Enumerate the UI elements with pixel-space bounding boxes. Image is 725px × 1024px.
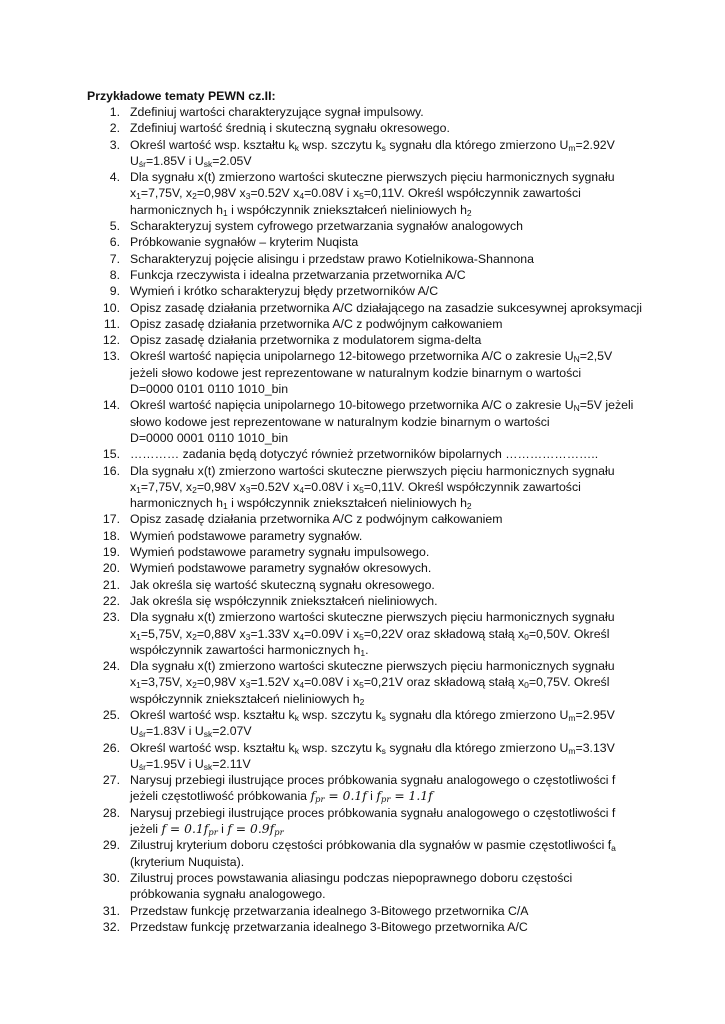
list-item (87, 104, 647, 120)
list-item (87, 300, 647, 316)
item-number: 2. (109, 121, 120, 136)
item-text-line: $U_{śr}=1.95V$ i $U_{sk}=2.11V$ (130, 756, 251, 772)
item-number: 7. (109, 251, 120, 266)
item-number: 24. (102, 659, 120, 674)
item-text-line: Wymień podstawowe parametry sygnału impulsowego. (130, 545, 430, 560)
item-number: 25. (102, 707, 120, 722)
item-number: 20. (102, 561, 120, 576)
item-text-line: $x_1=3,75V$, $x_2=0,98V$ $x_3=1.52V$ $x_4=0.08V$ i $x_5=0,21V$ oraz składową stałą $x_0=0,75V$. Określ (130, 675, 610, 691)
item-text-line: Wymień i krótko scharakteryzuj błędy przetworników A/C (130, 284, 439, 299)
item-text-line: jeżeli częstotliwość próbkowania $f_{pr} = 0.1f$ i $f_{pr} = 1.1f$ (130, 789, 433, 806)
document-title: Przykładowe tematy PEWN cz.II: (87, 89, 276, 103)
item-text-line: Jak określa się wartość skuteczną sygnału okresowego. (130, 577, 435, 592)
item-text (130, 120, 647, 136)
list-item (87, 348, 647, 397)
item-number: 1. (109, 105, 120, 119)
item-text-line: jeżeli $f = 0.1f_{pr}$ i $f = 0.9f_{pr}$ (130, 822, 284, 839)
item-text-line: próbkowania sygnału analogowego. (130, 887, 326, 902)
item-text-line: Jak określa się współczynnik zniekształceń nieliniowych. (130, 593, 438, 608)
item-number: 15. (102, 447, 120, 462)
item-text-line: Zdefiniuj wartość średnią i skuteczną sygnału okresowego. (130, 121, 450, 136)
item-text-line: $x_1=7,75V$, $x_2=0,98V$ $x_3=0.52V$ $x_4=0.08V$ i $x_5=0,11V$. Określ współczynnik zawartości (130, 186, 581, 202)
item-text (130, 137, 647, 170)
item-text-line: $x_1=7,75V$, $x_2=0,98V$ $x_3=0.52V$ $x_4=0.08V$ i $x_5=0,11V$. Określ współczynnik zawartości (130, 479, 581, 495)
item-text (130, 397, 647, 446)
item-number: 14. (102, 398, 120, 413)
list-item (87, 511, 647, 527)
item-text-line: Dla sygnału x(t) zmierzono wartości skuteczne pierwszych pięciu harmonicznych sygnału (130, 610, 615, 625)
item-text-line: Opisz zasadę działania przetwornika A/C działającego na zasadzie sukcesywnej aproksymacji (130, 300, 642, 315)
item-text-line: Narysuj przebiegi ilustrujące proces próbkowania sygnału analogowego o częstotliwości f (130, 773, 616, 788)
list-item (87, 837, 647, 870)
list-item (87, 560, 647, 576)
item-text-line: Zdefiniuj wartości charakteryzujące sygnał impulsowy. (130, 105, 424, 119)
item-text (130, 658, 647, 707)
item-number: 21. (102, 577, 120, 592)
list-item (87, 218, 647, 234)
list-item (87, 528, 647, 544)
item-number: 10. (102, 300, 120, 315)
item-text-line: Przedstaw funkcję przetwarzania idealnego 3-Bitowego przetwornika C/A (130, 903, 529, 918)
list-item (87, 283, 647, 299)
item-number: 5. (109, 219, 120, 234)
item-text (130, 593, 647, 609)
item-text (130, 267, 647, 283)
item-text-line: D=0000 0001 0110 1010_bin (130, 430, 289, 445)
item-text-line: Zilustruj proces powstawania aliasingu podczas niepoprawnego doboru częstości (130, 870, 573, 885)
item-text-line: harmonicznych $h_1$ i współczynnik zniekształceń nieliniowych $h_2$ (130, 202, 472, 218)
topic-list (87, 104, 647, 935)
item-number: 13. (102, 349, 120, 364)
item-text-line: Określ wartość napięcia unipolarnego 12-bitowego przetwornika A/C o zakresie $U_N=2,5V$ (130, 349, 613, 365)
item-text-line: współczynnik zniekształceń nieliniowych $h_2$ (130, 691, 365, 707)
item-text (130, 251, 647, 267)
list-item (87, 870, 647, 903)
item-text-line: Narysuj przebiegi ilustrujące proces próbkowania sygnału analogowego o częstotliwości f (130, 805, 616, 820)
item-text (130, 577, 647, 593)
item-number: 26. (102, 740, 120, 755)
item-text (130, 919, 647, 935)
item-number: 30. (102, 870, 120, 885)
item-text (130, 463, 647, 512)
list-item (87, 593, 647, 609)
item-text (130, 300, 647, 316)
item-text-line: Określ wartość wsp. kształtu $k_k$ wsp. szczytu $k_s$ sygnału dla którego zmierzono $U_m=2.95V$ (130, 707, 615, 723)
item-text (130, 903, 647, 919)
item-number: 29. (102, 838, 120, 853)
item-text-line: współczynnik zawartości harmonicznych $h_1$. (130, 642, 369, 658)
list-item (87, 316, 647, 332)
item-number: 32. (102, 919, 120, 934)
list-item (87, 658, 647, 707)
item-text-line: Dla sygnału x(t) zmierzono wartości skuteczne pierwszych pięciu harmonicznych sygnału (130, 170, 615, 185)
item-text-line: Określ wartość wsp. kształtu $k_k$ wsp. szczytu $k_s$ sygnału dla którego zmierzono $U_m=3.13V$ (130, 740, 615, 756)
list-item (87, 903, 647, 919)
list-item (87, 919, 647, 935)
item-text-line: Przedstaw funkcję przetwarzania idealnego 3-Bitowego przetwornika A/C (130, 919, 528, 934)
list-item (87, 332, 647, 348)
item-text-line: $U_{śr}=1.85V$ i $U_{sk}=2.05V$ (130, 153, 252, 169)
item-text (130, 348, 647, 397)
item-number: 8. (109, 267, 120, 282)
item-text-line: Wymień podstawowe parametry sygnałów okresowych. (130, 561, 432, 576)
list-item (87, 463, 647, 512)
list-item (87, 446, 647, 462)
item-text (130, 772, 647, 805)
item-text-line: Funkcja rzeczywista i idealna przetwarzania przetwornika A/C (130, 267, 466, 282)
list-item (87, 251, 647, 267)
item-number: 22. (102, 593, 120, 608)
item-text-line: ………… zadania będą dotyczyć również przetworników bipolarnych ………………….. (130, 447, 599, 462)
item-text (130, 234, 647, 250)
item-number: 3. (109, 137, 120, 152)
item-text-line: Scharakteryzuj pojęcie alisingu i przedstaw prawo Kotielnikowa-Shannona (130, 251, 534, 266)
item-number: 19. (102, 545, 120, 560)
item-text (130, 837, 647, 870)
list-item (87, 267, 647, 283)
item-text-line: Zilustruj kryterium doboru częstości próbkowania dla sygnałów w pasmie częstotliwości $f_a$ (130, 838, 616, 854)
item-text-line: harmonicznych $h_1$ i współczynnik zniekształceń nieliniowych $h_2$ (130, 496, 472, 512)
item-number: 27. (102, 773, 120, 788)
item-number: 28. (102, 805, 120, 820)
item-text (130, 218, 647, 234)
item-number: 12. (102, 333, 120, 348)
item-number: 6. (109, 235, 120, 250)
item-text (130, 283, 647, 299)
item-number: 9. (109, 284, 120, 299)
item-text (130, 511, 647, 527)
item-text (130, 560, 647, 576)
item-text (130, 446, 647, 462)
item-text-line: Wymień podstawowe parametry sygnałów. (130, 528, 363, 543)
item-text-line: Opisz zasadę działania przetwornika A/C z podwójnym całkowaniem (130, 512, 503, 527)
list-item (87, 805, 647, 838)
list-item (87, 544, 647, 560)
item-text (130, 316, 647, 332)
item-number: 18. (102, 528, 120, 543)
item-text-line: Opisz zasadę działania przetwornika A/C z podwójnym całkowaniem (130, 316, 503, 331)
list-item (87, 772, 647, 805)
item-text (130, 707, 647, 740)
item-number: 4. (109, 170, 120, 185)
list-item (87, 740, 647, 773)
item-text (130, 805, 647, 838)
item-text-line: Określ wartość wsp. kształtu $k_k$ wsp. szczytu $k_s$ sygnału dla którego zmierzono $U_m=2.92V$ (130, 137, 615, 153)
list-item (87, 169, 647, 218)
item-text-line: Opisz zasadę działania przetwornika z modulatorem sigma-delta (130, 333, 482, 348)
item-text-line: jeżeli słowo kodowe jest reprezentowane w naturalnym kodzie binarnym o wartości (130, 365, 582, 380)
item-text-line: $U_{śr}=1.83V$ i $U_{sk}=2.07V$ (130, 724, 252, 740)
item-text (130, 528, 647, 544)
item-number: 17. (102, 512, 120, 527)
list-item (87, 397, 647, 446)
item-text-line: Scharakteryzuj system cyfrowego przetwarzania sygnałów analogowych (130, 219, 523, 234)
item-text (130, 332, 647, 348)
item-text-line: słowo kodowe jest reprezentowane w naturalnym kodzie binarnym o wartości (130, 414, 550, 429)
item-text (130, 609, 647, 658)
list-item (87, 577, 647, 593)
item-text-line: D=0000 0101 0110 1010_bin (130, 382, 289, 397)
item-text (130, 740, 647, 773)
list-item (87, 234, 647, 250)
item-text-line: Dla sygnału x(t) zmierzono wartości skuteczne pierwszych pięciu harmonicznych sygnału (130, 659, 615, 674)
item-text (130, 544, 647, 560)
item-text-line: Określ wartość napięcia unipolarnego 10-bitowego przetwornika A/C o zakresie $U_N=5V$ jeżeli (130, 398, 634, 414)
list-item (87, 120, 647, 136)
item-number: 11. (103, 316, 120, 331)
item-text-line: (kryterium Nuquista). (130, 854, 245, 869)
item-text-line: Dla sygnału x(t) zmierzono wartości skuteczne pierwszych pięciu harmonicznych sygnału (130, 463, 615, 478)
item-number: 23. (102, 610, 120, 625)
item-number: 31. (102, 903, 120, 918)
item-number: 16. (102, 463, 120, 478)
item-text (130, 104, 647, 120)
item-text (130, 169, 647, 218)
item-text-line: $x_1=5,75V$, $x_2=0,88V$ $x_3=1.33V$ $x_4=0.09V$ i $x_5=0,22V$ oraz składową stałą $x_0=0,50V$. Określ (130, 626, 610, 642)
item-text (130, 870, 647, 903)
list-item (87, 609, 647, 658)
item-text-line: Próbkowanie sygnałów – kryterim Nuqista (130, 235, 359, 250)
list-item (87, 137, 647, 170)
list-item (87, 707, 647, 740)
